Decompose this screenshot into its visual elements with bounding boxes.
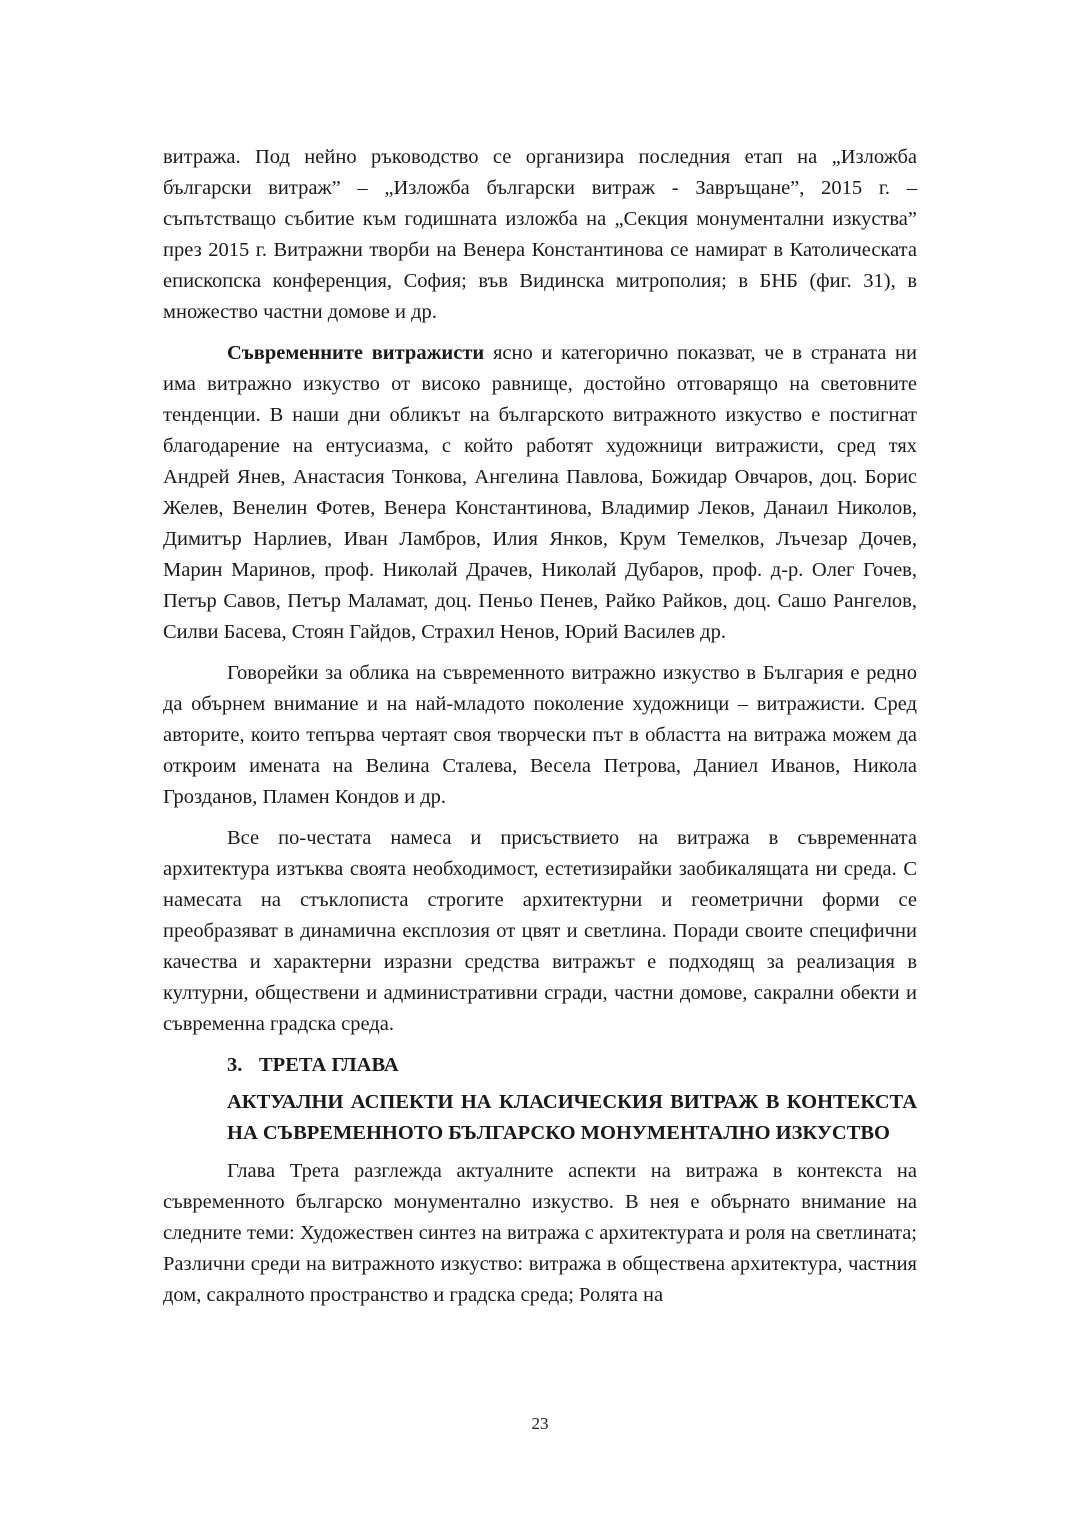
chapter-heading	[163, 1050, 917, 1081]
paragraph-body-text: ясно и категорично показват, че в страната ни има витражно изкуство от високо равнище, достойно отговарящо на световните тенденции. В наши дни обликът на българското витражното изкуство е постигнат благодарение на ентусиазма, с който работят художници витражисти, сред тях Андрей Янев, Анастасия Тонкова, Ангелина Павлова, Божидар Овчаров, доц. Борис Желев, Венелин Фотев, Венера Константинова, Владимир Леков, Данаил Николов, Димитър Нарлиев, Иван Ламбров, Илия Янков, Крум Темелков, Лъчезар Дочев, Марин Маринов, проф. Николай Драчев, Николай Дубаров, проф. д-р. Олег Гочев, Петър Савов, Петър Маламат, доц. Пеньо Пенев, Райко Райков, доц. Сашо Рангелов, Силви Басева, Стоян Гайдов, Страхил Ненов, Юрий Василев др.	[163, 342, 917, 643]
paragraph-architecture: Все по-честата намеса и присъствието на витража в съвременната архитектура изтъква своята необходимост, естетизирайки заобикалящата ни среда. С намесата на стъклописта строгите архитектурни и геометрични форми се преобразяват в динамична експлозия от цвят и светлина. Поради своите специфични качества и характерни изразни средства витражът е подходящ за реализация в културни, обществени и административни сгради, частни домове, сакрални обекти и съвременна градска среда.	[163, 827, 917, 1035]
paragraph-lead-bold: Съвременните витражисти	[227, 342, 485, 364]
chapter-subtitle: АКТУАЛНИ АСПЕКТИ НА КЛАСИЧЕСКИЯ ВИТРАЖ В КОНТЕКСТА НА СЪВРЕМЕННОТО БЪЛГАРСКО МОНУМЕНТАЛНО ИЗКУСТВО	[227, 1091, 917, 1144]
paragraph-contemporary-artists	[163, 338, 917, 648]
page-body	[163, 142, 917, 1321]
paragraph-venera-konstantinova: витража. Под нейно ръководство се организира последния етап на „Изложба български витраж” – „Изложба български витраж - Завръщане”, 2015 г. – съпътстващо събитие към годишната изложба на „Секция монументални изкуства” през 2015 г. Витражни творби на Венера Константинова се намират в Католическата епископска конференция, София; във Видинска митрополия; в БНБ (фиг. 31), в множество частни домове и др.	[163, 146, 917, 323]
paragraph-young-generation: Говорейки за облика на съвременното витражно изкуство в България е редно да обърнем внимание и на най-младото поколение художници – витражисти. Сред авторите, които тепърва чертаят своя творчески път в областта на витража можем да откроим имената на Велина Сталева, Весела Петрова, Даниел Иванов, Никола Грозданов, Пламен Кондов и др.	[163, 662, 917, 808]
chapter-title: ТРЕТА ГЛАВА	[259, 1054, 399, 1076]
page-number: 23	[531, 1414, 549, 1433]
chapter-number: 3.	[227, 1054, 243, 1076]
paragraph-chapter-intro: Глава Трета разглежда актуалните аспекти на витража в контекста на съвременното българско монументално изкуство. В нея е обърнато внимание на следните теми: Художествен синтез на витража с архитектурата и роля на светлината; Различни среди на витражното изкуство: витража в обществена архитектура, частния дом, сакралното пространство и градска среда; Ролята на	[163, 1160, 917, 1306]
